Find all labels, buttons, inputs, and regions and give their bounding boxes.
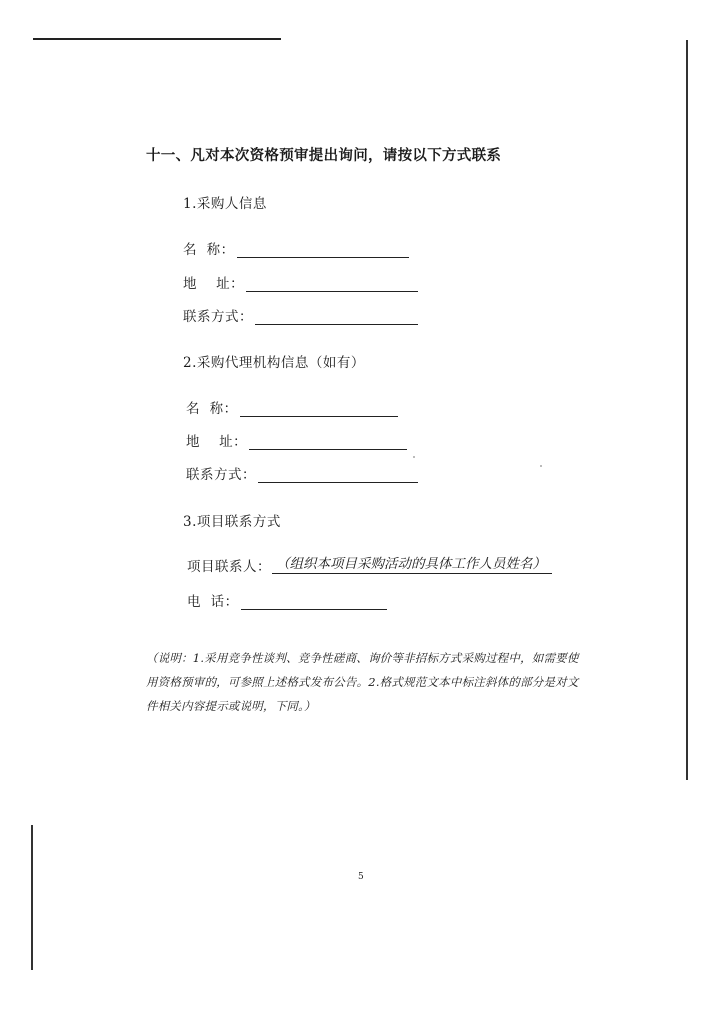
project-phone-label: 电 话： [187, 594, 239, 610]
scan-speck [540, 465, 542, 467]
agency-contact-field[interactable] [258, 468, 418, 483]
agency-contact-row [186, 463, 418, 483]
explanatory-note: （说明：1.采用竞争性谈判、竞争性磋商、询价等非招标方式采购过程中，如需要使用资格预审的，可参照上述格式发布公告。2.格式规范文本中标注斜体的部分是对文件相关内容提示或说明，下同。） [146, 651, 579, 713]
project-section-title: 3.项目联系方式 [183, 514, 281, 530]
purchaser-contact-label: 联系方式： [183, 309, 253, 325]
purchaser-contact-row [183, 305, 418, 325]
right-margin-line [686, 40, 688, 780]
agency-name-row [186, 397, 398, 417]
scan-speck [413, 456, 415, 458]
project-contact-person-value: （组织本项目采购活动的具体工作人员姓名） [272, 552, 552, 574]
purchaser-section-title: 1.采购人信息 [183, 196, 267, 212]
page-number: 5 [358, 872, 364, 882]
project-phone-row [187, 590, 387, 610]
purchaser-contact-field[interactable] [255, 310, 418, 325]
agency-name-field[interactable] [240, 402, 398, 417]
project-contact-person-label: 项目联系人： [187, 559, 271, 575]
agency-address-row [186, 430, 407, 450]
purchaser-address-field[interactable] [246, 277, 418, 292]
project-contact-person-row [187, 555, 271, 575]
agency-contact-label: 联系方式： [186, 467, 256, 483]
agency-address-label: 地 址： [186, 434, 248, 450]
purchaser-name-label: 名 称： [183, 242, 235, 258]
left-margin-line [31, 825, 33, 970]
purchaser-name-field[interactable] [237, 243, 409, 258]
section-heading: 十一、凡对本次资格预审提出询问，请按以下方式联系 [146, 147, 502, 164]
top-rule-line [33, 38, 281, 40]
agency-name-label: 名 称： [186, 401, 238, 417]
purchaser-address-label: 地 址： [183, 276, 245, 292]
agency-address-field[interactable] [249, 435, 407, 450]
purchaser-name-row [183, 238, 409, 258]
purchaser-address-row [183, 272, 418, 292]
agency-section-title: 2.采购代理机构信息（如有） [183, 355, 365, 371]
project-phone-field[interactable] [241, 595, 387, 610]
